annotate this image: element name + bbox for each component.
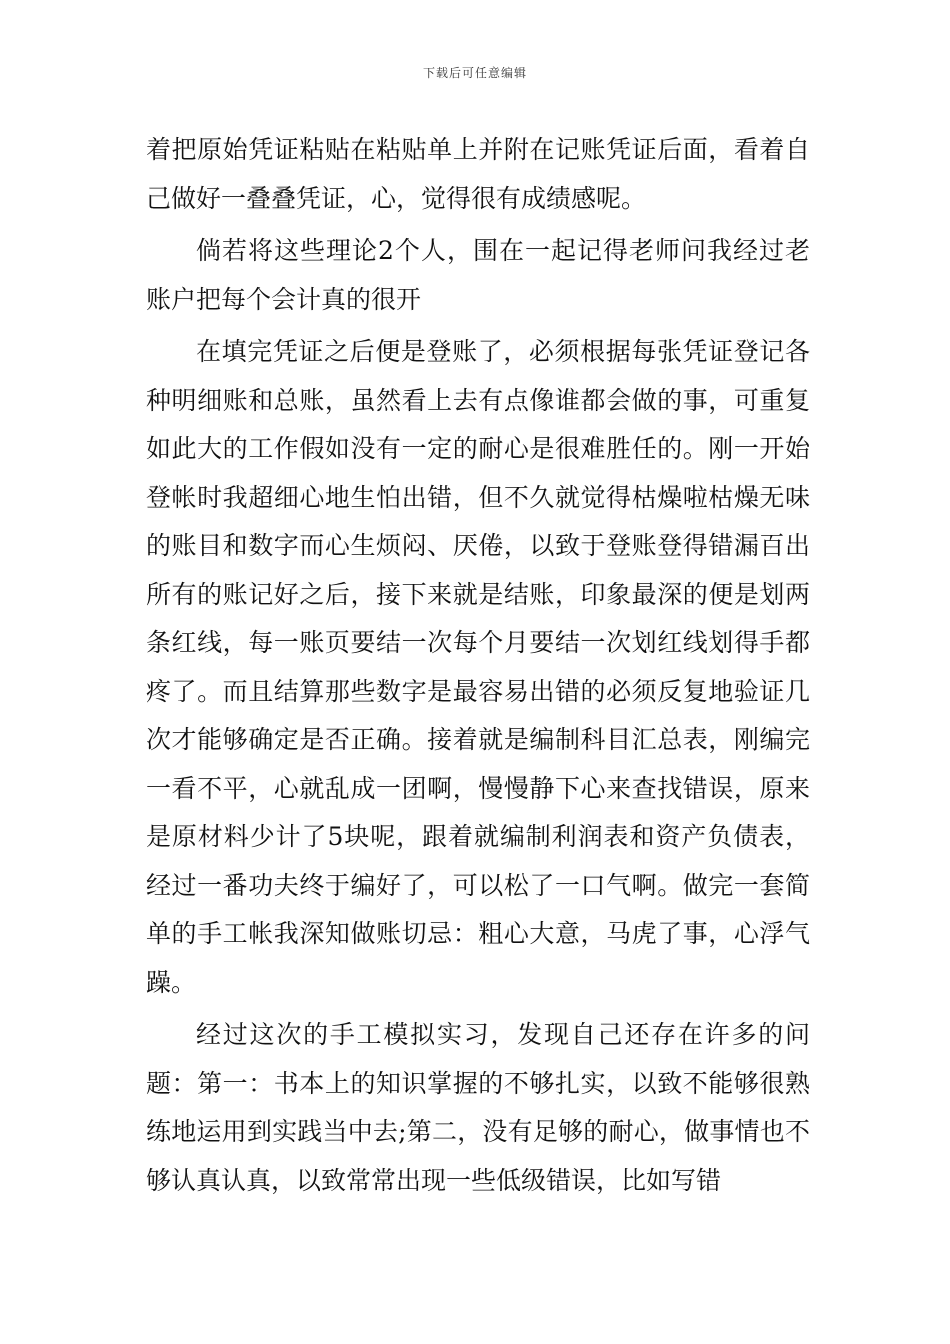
page-header: 下载后可任意编辑 — [422, 66, 527, 80]
document-body — [146, 126, 810, 1205]
paragraph-2: 倘若将这些理论2个人，围在一起记得老师问我经过老账户把每个会计真的很开 — [146, 236, 810, 314]
paragraph-4: 经过这次的手工模拟实习，发现自己还存在许多的问题：第一：书本上的知识掌握的不够扎实，以致不能够很熟练地运用到实践当中去;第二，没有足够的耐心，做事情也不够认真认真，以致常常出现一些低级错误，比如写错 — [146, 1020, 810, 1195]
paragraph-3: 在填完凭证之后便是登账了，必须根据每张凭证登记各种明细账和总账，虽然看上去有点像谁都会做的事，可重复如此大的工作假如没有一定的耐心是很难胜任的。刚一开始登帐时我超细心地生怕出错，但不久就觉得枯燥啦枯燥无味的账目和数字而心生烦闷、厌倦，以致于登账登得错漏百出所有的账记好之后，接下来就是结账，印象最深的便是划两条红线，每一账页要结一次每个月要结一次划红线划得手都疼了。而且结算那些数字是最容易出错的必须反复地验证几次才能够确定是否正确。接着就是编制科目汇总表，刚编完一看不平，心就乱成一团啊，慢慢静下心来查找错误，原来是原材料少计了5块呢，跟着就编制利润表和资产负债表，经过一番功夫终于编好了，可以松了一口气啊。做完一套简单的手工帐我深知做账切忌：粗心大意，马虎了事，心浮气躁。 — [146, 337, 810, 997]
paragraph-1: 着把原始凭证粘贴在粘贴单上并附在记账凭证后面，看着自己做好一叠叠凭证，心，觉得很有成绩感呢。 — [146, 135, 810, 213]
